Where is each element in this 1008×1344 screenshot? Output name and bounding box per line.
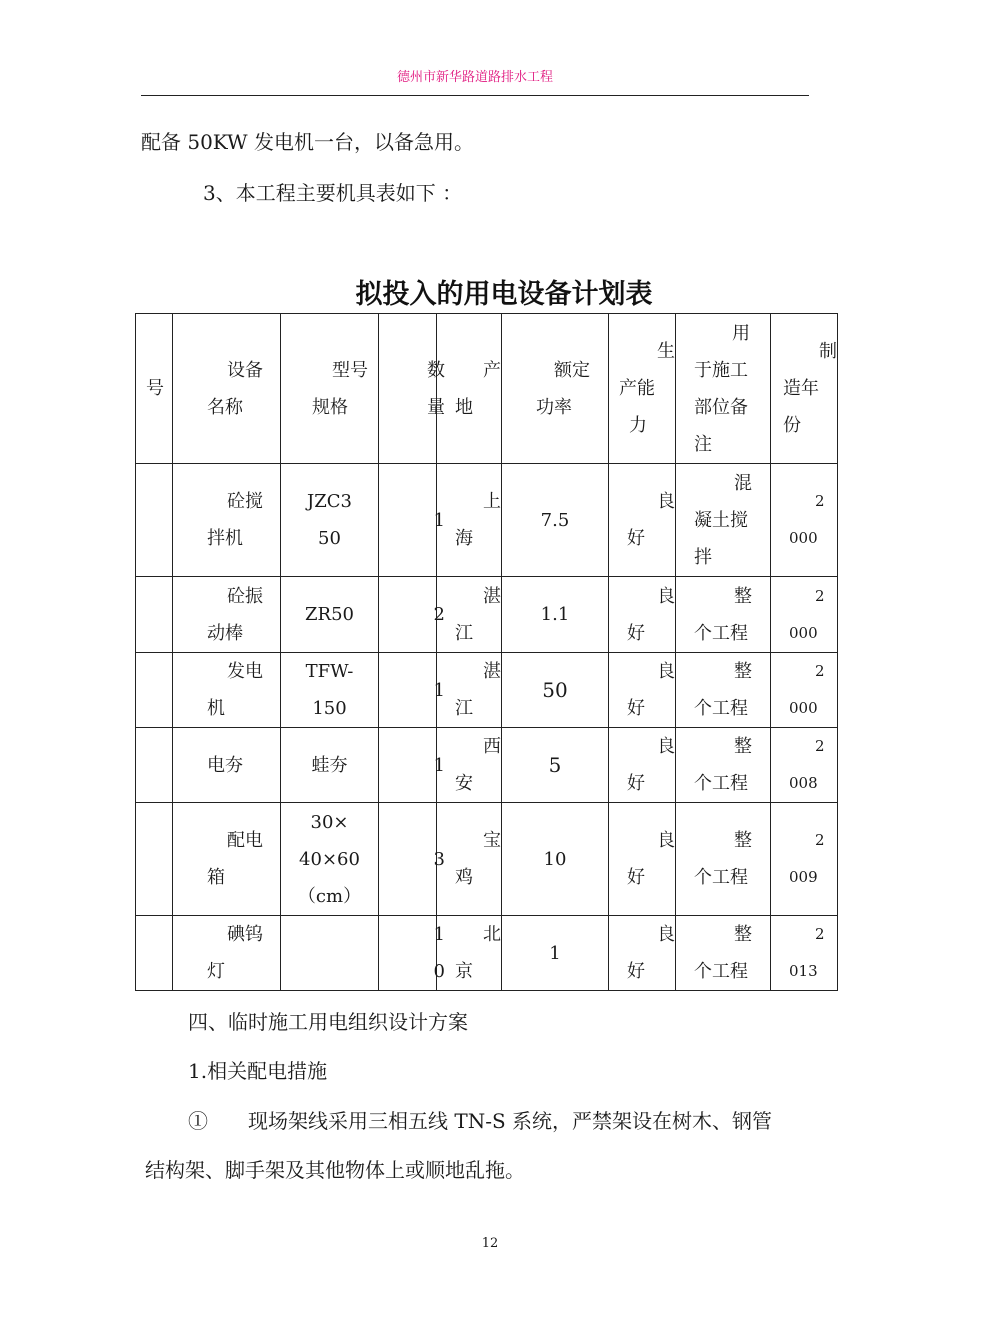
capacity-cell: 良 好	[609, 653, 676, 728]
usage-cell: 整 个工程	[676, 803, 771, 916]
quantity-cell: 2	[379, 577, 437, 653]
origin-cell: 宝 鸡	[437, 803, 502, 916]
quantity-cell: 1 0	[379, 916, 437, 991]
paragraph-item-1-cont: 结构架、脚手架及其他物体上或顺地乱拖。	[145, 1158, 525, 1182]
header-cell-power: 额定 功率	[502, 314, 609, 464]
header-cell-capacity: 生 产能 力	[609, 314, 676, 464]
header-cell-usage: 用 于施工 部位备 注	[676, 314, 771, 464]
header-cell-year: 制 造年 份	[771, 314, 838, 464]
quantity-cell: 1	[379, 728, 437, 803]
year-cell: 2 009	[771, 803, 838, 916]
usage-cell: 整 个工程	[676, 653, 771, 728]
header-cell-no: 号	[136, 314, 173, 464]
row-no-cell	[136, 653, 173, 728]
paragraph-item-1: ① 现场架线采用三相五线 TN-S 系统，严禁架设在树木、钢管	[188, 1109, 773, 1133]
power-cell: 5	[502, 728, 609, 803]
quantity-cell: 3	[379, 803, 437, 916]
usage-cell: 混 凝土搅 拌	[676, 464, 771, 577]
table-row	[136, 653, 838, 728]
section-heading: 四、临时施工用电组织设计方案	[188, 1010, 468, 1034]
usage-cell: 整 个工程	[676, 916, 771, 991]
subsection-heading: 1.相关配电措施	[188, 1059, 328, 1083]
table-row	[136, 728, 838, 803]
equipment-name-cell: 砼振 动棒	[173, 577, 281, 653]
paragraph-generator: 配备 50KW 发电机一台，以备急用。	[141, 130, 474, 154]
quantity-cell: 1	[379, 464, 437, 577]
equipment-name-cell: 碘钨 灯	[173, 916, 281, 991]
origin-cell: 湛 江	[437, 577, 502, 653]
equipment-name-cell: 配电 箱	[173, 803, 281, 916]
capacity-cell: 良 好	[609, 803, 676, 916]
row-no-cell	[136, 464, 173, 577]
year-cell: 2 000	[771, 653, 838, 728]
capacity-cell: 良 好	[609, 916, 676, 991]
equipment-table	[135, 313, 838, 991]
row-no-cell	[136, 728, 173, 803]
model-cell: 30× 40×60 （cm）	[281, 803, 379, 916]
row-no-cell	[136, 916, 173, 991]
model-cell: JZC3 50	[281, 464, 379, 577]
usage-cell: 整 个工程	[676, 728, 771, 803]
capacity-cell: 良 好	[609, 464, 676, 577]
equipment-name-cell: 发电 机	[173, 653, 281, 728]
model-cell: 蛙夯	[281, 728, 379, 803]
year-cell: 2 000	[771, 464, 838, 577]
header-divider	[141, 95, 809, 96]
table-row	[136, 577, 838, 653]
origin-cell: 湛 江	[437, 653, 502, 728]
header-cell-name: 设备 名称	[173, 314, 281, 464]
capacity-cell: 良 好	[609, 728, 676, 803]
quantity-cell: 1	[379, 653, 437, 728]
row-no-cell	[136, 803, 173, 916]
table-row	[136, 464, 838, 577]
power-cell: 7.5	[502, 464, 609, 577]
power-cell: 50	[502, 653, 609, 728]
year-cell: 2 000	[771, 577, 838, 653]
model-cell	[281, 916, 379, 991]
origin-cell: 西 安	[437, 728, 502, 803]
origin-cell: 北 京	[437, 916, 502, 991]
model-cell: TFW- 150	[281, 653, 379, 728]
equipment-name-cell: 电夯	[173, 728, 281, 803]
header-cell-qty: 数 量	[379, 314, 437, 464]
model-cell: ZR50	[281, 577, 379, 653]
table-title: 拟投入的用电设备计划表	[355, 279, 653, 310]
table-row	[136, 803, 838, 916]
header-cell-model: 型号 规格	[281, 314, 379, 464]
year-cell: 2 013	[771, 916, 838, 991]
row-no-cell	[136, 577, 173, 653]
page-header-title: 德州市新华路道路排水工程	[396, 70, 553, 85]
table-row	[136, 916, 838, 991]
power-cell: 10	[502, 803, 609, 916]
usage-cell: 整 个工程	[676, 577, 771, 653]
capacity-cell: 良 好	[609, 577, 676, 653]
power-cell: 1	[502, 916, 609, 991]
header-cell-origin: 产 地	[437, 314, 502, 464]
origin-cell: 上 海	[437, 464, 502, 577]
table-header-row	[136, 314, 838, 464]
page-number: 12	[481, 1236, 499, 1251]
power-cell: 1.1	[502, 577, 609, 653]
year-cell: 2 008	[771, 728, 838, 803]
paragraph-table-intro: 3、本工程主要机具表如下 ：	[203, 181, 463, 205]
equipment-name-cell: 砼搅 拌机	[173, 464, 281, 577]
